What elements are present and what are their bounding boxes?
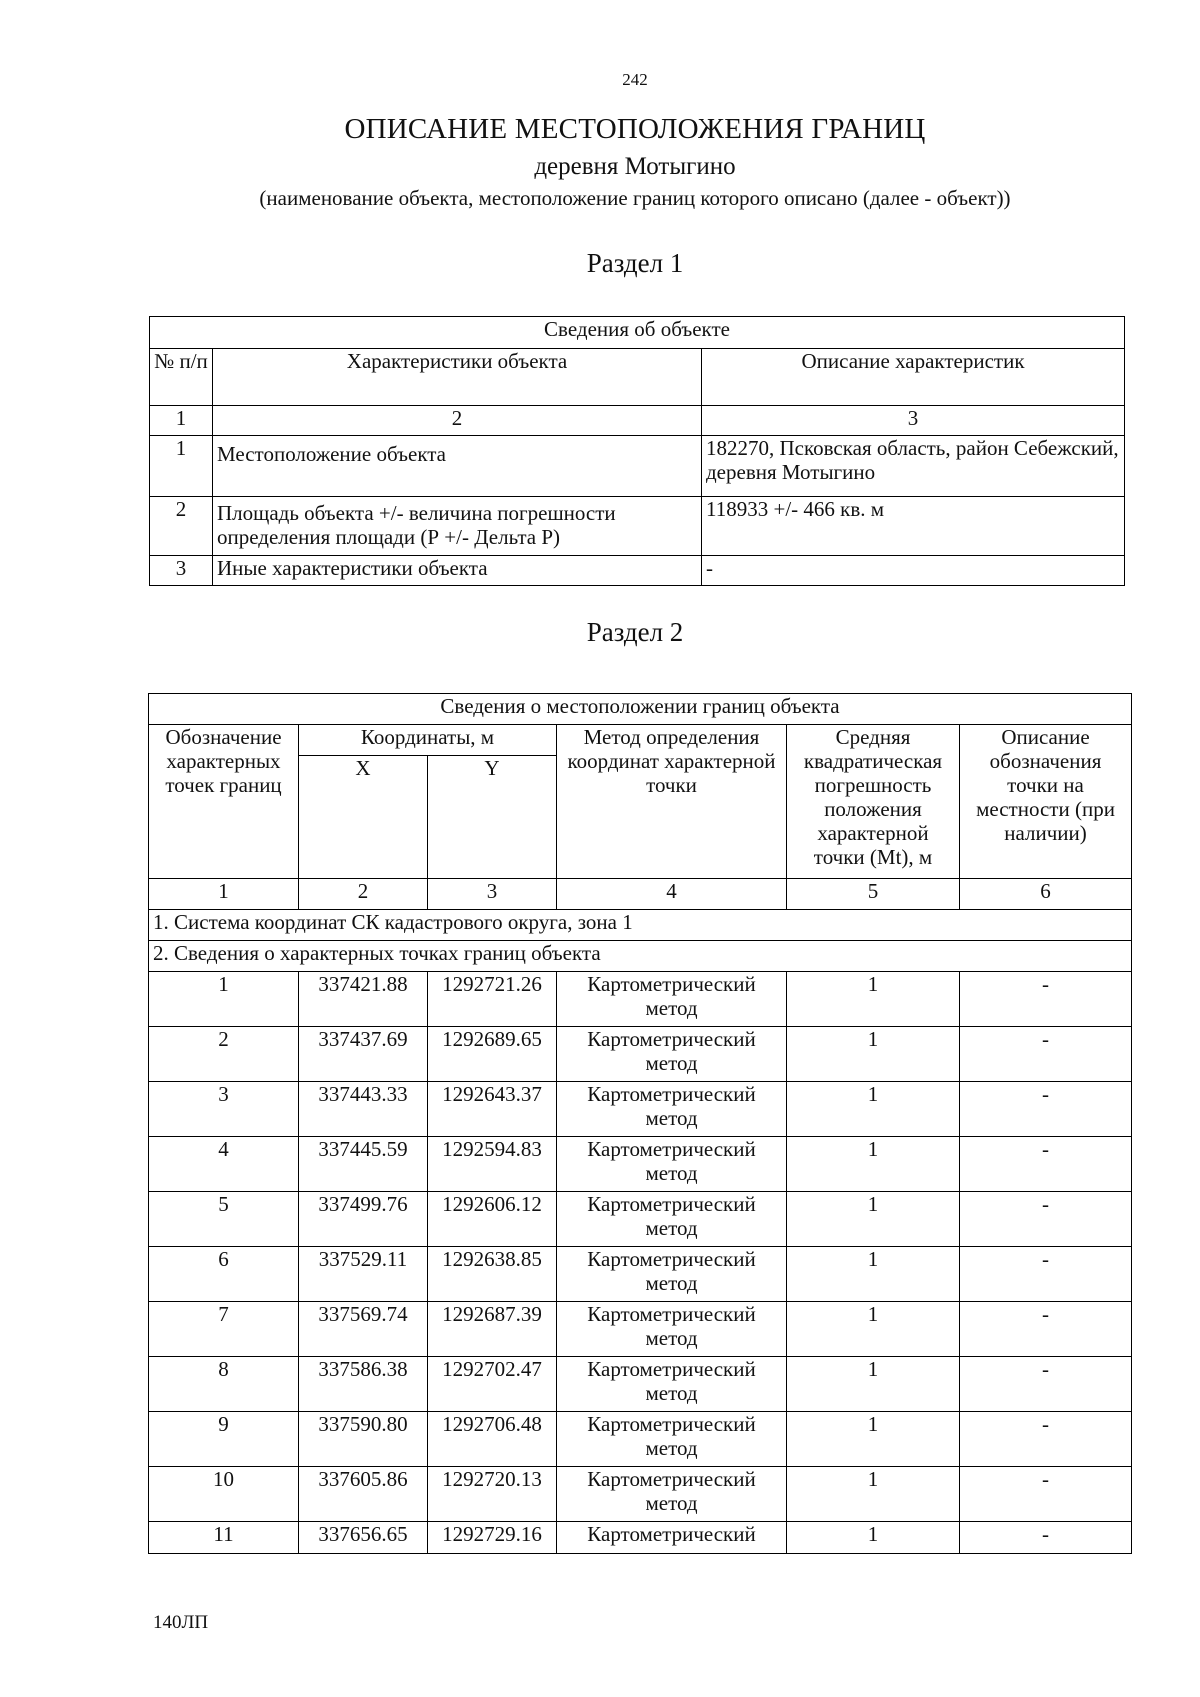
point-id: 1 (149, 972, 299, 1027)
column-number: 3 (428, 879, 557, 910)
point-id: 6 (149, 1247, 299, 1302)
point-method: Картометрический метод (557, 1412, 787, 1467)
table-row (150, 497, 1125, 556)
point-mt: 1 (787, 1247, 960, 1302)
row-description: - (702, 556, 1125, 586)
table-row (149, 1357, 1132, 1412)
point-method: Картометрический метод (557, 1247, 787, 1302)
point-y: 1292638.85 (428, 1247, 557, 1302)
header-characteristic: Характеристики объекта (213, 349, 702, 406)
point-x: 337445.59 (299, 1137, 428, 1192)
point-method: Картометрический метод (557, 1192, 787, 1247)
header-accuracy: Средняя квадратическая погрешность положения характерной точки (Mt), м (787, 725, 960, 879)
table-row (149, 1082, 1132, 1137)
point-description: - (960, 1082, 1132, 1137)
point-method: Картометрический метод (557, 1467, 787, 1522)
footer-code: 140ЛП (153, 1612, 209, 1633)
table-row (149, 1412, 1132, 1467)
column-number: 2 (213, 406, 702, 436)
point-x: 337437.69 (299, 1027, 428, 1082)
table-row (150, 556, 1125, 586)
table-row (150, 436, 1125, 497)
column-number: 2 (299, 879, 428, 910)
point-y: 1292687.39 (428, 1302, 557, 1357)
point-mt: 1 (787, 972, 960, 1027)
header-point-description: Описание обозначения точки на местности (при наличии) (960, 725, 1132, 879)
point-y: 1292721.26 (428, 972, 557, 1027)
point-y: 1292720.13 (428, 1467, 557, 1522)
boundary-table-caption: Сведения о местоположении границ объекта (149, 694, 1132, 725)
point-x: 337586.38 (299, 1357, 428, 1412)
table-row (149, 1137, 1132, 1192)
point-x: 337656.65 (299, 1522, 428, 1554)
point-id: 5 (149, 1192, 299, 1247)
point-y: 1292689.65 (428, 1027, 557, 1082)
point-id: 11 (149, 1522, 299, 1554)
table-row (149, 1467, 1132, 1522)
point-y: 1292729.16 (428, 1522, 557, 1554)
point-description: - (960, 1357, 1132, 1412)
object-caption: (наименование объекта, местоположение границ которого описано (далее - объект)) (259, 186, 1011, 210)
column-number: 3 (702, 406, 1125, 436)
row-num: 2 (150, 497, 213, 556)
row-characteristic: Иные характеристики объекта (213, 556, 702, 586)
table-row (149, 1522, 1132, 1554)
point-x: 337590.80 (299, 1412, 428, 1467)
row-num: 3 (150, 556, 213, 586)
point-method: Картометрический метод (557, 1027, 787, 1082)
point-method: Картометрический метод (557, 1357, 787, 1412)
header-x: X (299, 756, 428, 879)
point-id: 8 (149, 1357, 299, 1412)
column-number: 1 (150, 406, 213, 436)
column-number: 5 (787, 879, 960, 910)
row-description: 118933 +/- 466 кв. м (702, 497, 1125, 556)
header-num: № п/п (150, 349, 213, 406)
section1-title: Раздел 1 (586, 248, 684, 278)
point-method: Картометрический метод (557, 1302, 787, 1357)
row-description: 182270, Псковская область, район Себежский, деревня Мотыгино (702, 436, 1125, 497)
point-method: Картометрический метод (557, 972, 787, 1027)
object-info-table (149, 316, 1125, 586)
table-row (149, 972, 1132, 1027)
row-num: 1 (150, 436, 213, 497)
point-mt: 1 (787, 1357, 960, 1412)
point-mt: 1 (787, 1412, 960, 1467)
point-mt: 1 (787, 1522, 960, 1554)
table-row (149, 1192, 1132, 1247)
header-description: Описание характеристик (702, 349, 1125, 406)
object-name: деревня Мотыгино (534, 153, 736, 180)
point-x: 337443.33 (299, 1082, 428, 1137)
header-y: Y (428, 756, 557, 879)
point-y: 1292706.48 (428, 1412, 557, 1467)
point-method: Картометрический (557, 1522, 787, 1554)
point-id: 9 (149, 1412, 299, 1467)
point-x: 337569.74 (299, 1302, 428, 1357)
point-description: - (960, 1192, 1132, 1247)
point-description: - (960, 972, 1132, 1027)
point-y: 1292643.37 (428, 1082, 557, 1137)
coordinate-system-row: 1. Система координат СК кадастрового округа, зона 1 (149, 910, 1132, 941)
column-number: 1 (149, 879, 299, 910)
point-method: Картометрический метод (557, 1137, 787, 1192)
point-method: Картометрический метод (557, 1082, 787, 1137)
point-y: 1292702.47 (428, 1357, 557, 1412)
point-mt: 1 (787, 1302, 960, 1357)
point-mt: 1 (787, 1467, 960, 1522)
points-info-row: 2. Сведения о характерных точках границ объекта (149, 941, 1132, 972)
document-title: ОПИСАНИЕ МЕСТОПОЛОЖЕНИЯ ГРАНИЦ (344, 113, 926, 145)
point-mt: 1 (787, 1082, 960, 1137)
header-method: Метод определения координат характерной точки (557, 725, 787, 879)
point-y: 1292594.83 (428, 1137, 557, 1192)
point-id: 2 (149, 1027, 299, 1082)
point-description: - (960, 1302, 1132, 1357)
point-mt: 1 (787, 1137, 960, 1192)
point-id: 7 (149, 1302, 299, 1357)
point-y: 1292606.12 (428, 1192, 557, 1247)
point-description: - (960, 1027, 1132, 1082)
point-id: 4 (149, 1137, 299, 1192)
point-description: - (960, 1467, 1132, 1522)
header-coords: Координаты, м (299, 725, 557, 756)
point-x: 337421.88 (299, 972, 428, 1027)
point-mt: 1 (787, 1027, 960, 1082)
point-id: 3 (149, 1082, 299, 1137)
table-row (149, 1302, 1132, 1357)
point-id: 10 (149, 1467, 299, 1522)
point-description: - (960, 1522, 1132, 1554)
row-characteristic: Площадь объекта +/- величина погрешности определения площади (Р +/- Дельта Р) (213, 497, 702, 556)
page-number: 242 (622, 70, 648, 89)
row-characteristic: Местоположение объекта (213, 436, 702, 497)
point-mt: 1 (787, 1192, 960, 1247)
table-row (149, 1027, 1132, 1082)
section2-title: Раздел 2 (586, 617, 684, 647)
point-x: 337499.76 (299, 1192, 428, 1247)
boundary-points-table (148, 693, 1132, 1554)
column-number: 6 (960, 879, 1132, 910)
point-description: - (960, 1247, 1132, 1302)
column-number: 4 (557, 879, 787, 910)
point-x: 337605.86 (299, 1467, 428, 1522)
point-x: 337529.11 (299, 1247, 428, 1302)
point-description: - (960, 1137, 1132, 1192)
object-info-caption: Сведения об объекте (150, 317, 1125, 349)
header-point: Обозначение характерных точек границ (149, 725, 299, 879)
point-description: - (960, 1412, 1132, 1467)
table-row (149, 1247, 1132, 1302)
